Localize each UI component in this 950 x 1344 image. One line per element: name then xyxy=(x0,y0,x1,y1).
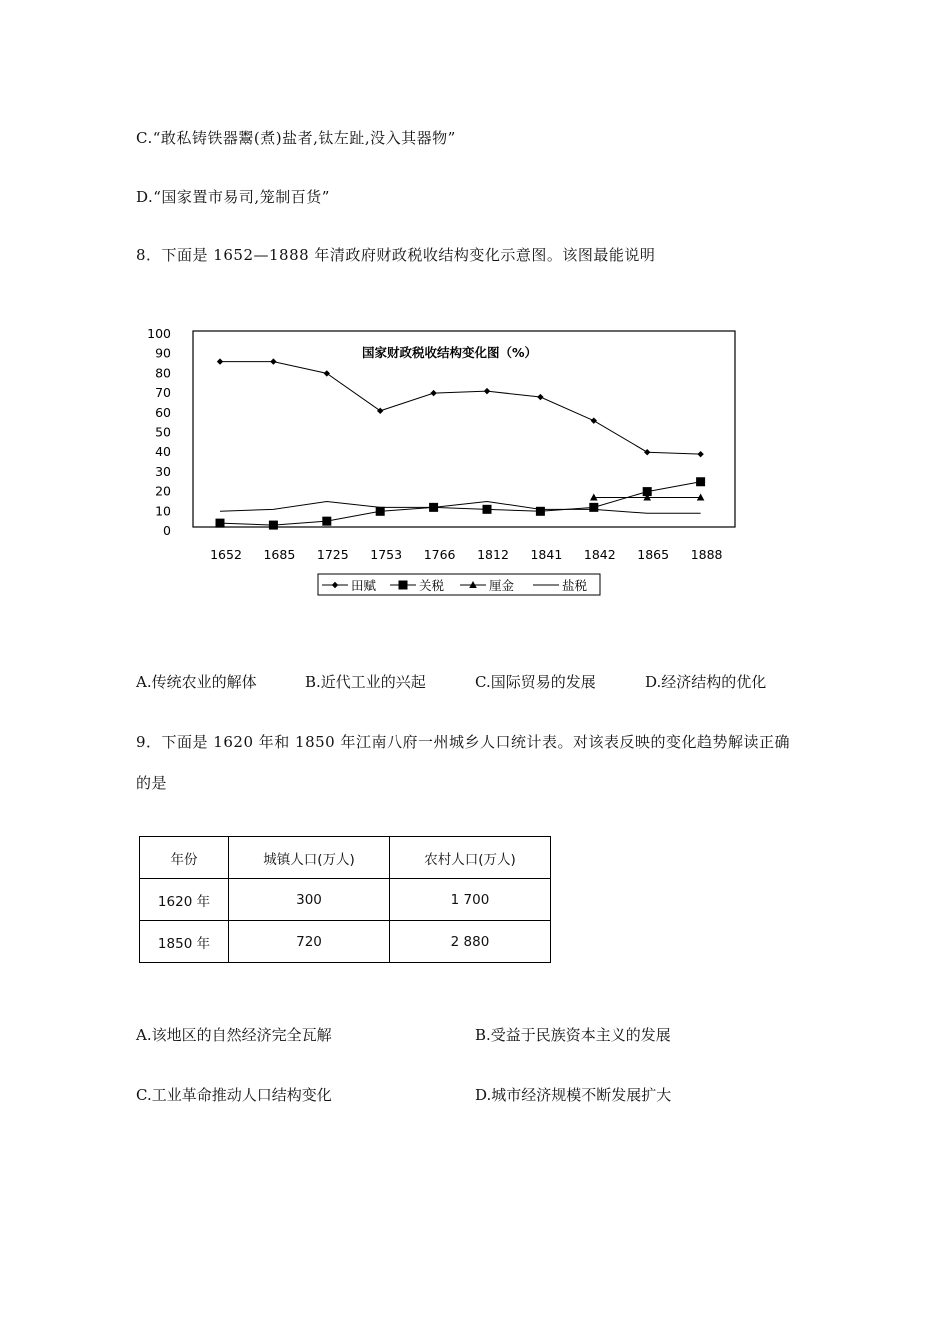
x-tick-label: 1842 xyxy=(583,547,616,562)
legend-item xyxy=(390,578,445,593)
data-point xyxy=(217,358,223,364)
y-tick-label: 80 xyxy=(155,365,171,381)
cell-year: 1620 年 xyxy=(140,879,229,921)
table-row xyxy=(140,921,551,963)
data-point xyxy=(376,507,385,516)
x-tick-label: 1725 xyxy=(316,547,349,562)
series-line xyxy=(220,362,701,455)
data-point xyxy=(696,477,705,486)
header-rural: 农村人口(万人) xyxy=(390,837,551,879)
legend-item xyxy=(322,578,377,593)
q7-option-d: D.“国家置市易司,笼制百货” xyxy=(136,188,330,206)
tax-structure-chart xyxy=(140,318,740,608)
x-tick-label: 1888 xyxy=(690,547,723,562)
y-tick-label: 60 xyxy=(155,404,171,420)
y-tick-label: 90 xyxy=(155,345,171,361)
data-point xyxy=(270,358,276,364)
q9-stem-line2: 的是 xyxy=(136,774,168,792)
x-tick-label: 1865 xyxy=(637,547,670,562)
y-tick-label: 30 xyxy=(155,463,171,479)
legend-item xyxy=(533,578,588,593)
data-point xyxy=(269,521,278,530)
q9-option-a: A.该地区的自然经济完全瓦解 xyxy=(136,1026,332,1044)
y-tick-label: 0 xyxy=(163,523,171,538)
series-line xyxy=(220,501,701,513)
header-urban: 城镇人口(万人) xyxy=(229,837,390,879)
series-1 xyxy=(217,358,704,457)
data-point xyxy=(216,519,225,528)
data-point xyxy=(430,390,436,396)
table-header-row xyxy=(140,837,551,879)
q8-option-c: C.国际贸易的发展 xyxy=(475,673,596,691)
data-point xyxy=(322,517,331,526)
chart-title: 国家财政税收结构变化图（%） xyxy=(362,345,538,360)
legend-label: 田赋 xyxy=(351,578,377,593)
y-tick-label: 100 xyxy=(147,326,171,341)
y-tick-label: 70 xyxy=(155,385,171,401)
x-tick-label: 1685 xyxy=(263,547,296,562)
data-point xyxy=(536,507,545,516)
y-tick-label: 20 xyxy=(155,483,171,499)
x-tick-label: 1841 xyxy=(530,547,563,562)
legend-item xyxy=(460,578,515,593)
data-point xyxy=(324,370,330,376)
y-tick-label: 50 xyxy=(155,424,171,440)
legend-label: 厘金 xyxy=(489,578,515,593)
data-point xyxy=(644,449,650,455)
cell-urban: 300 xyxy=(229,879,390,921)
data-point xyxy=(483,505,492,514)
cell-rural: 2 880 xyxy=(390,921,551,963)
y-tick-label: 10 xyxy=(155,503,171,519)
header-year: 年份 xyxy=(140,837,229,879)
table-row xyxy=(140,879,551,921)
q9-option-d: D.城市经济规模不断发展扩大 xyxy=(475,1086,672,1104)
x-tick-label: 1766 xyxy=(423,547,456,562)
q9-stem-line1: 9．下面是 1620 年和 1850 年江南八府一州城乡人口统计表。对该表反映的变化趋势解读正确 xyxy=(136,733,790,751)
q8-stem: 8．下面是 1652—1888 年清政府财政税收结构变化示意图。该图最能说明 xyxy=(136,246,656,264)
data-point xyxy=(537,394,543,400)
legend-label: 关税 xyxy=(419,578,445,593)
x-tick-label: 1812 xyxy=(477,547,509,562)
population-table xyxy=(139,836,551,963)
q9-option-b: B.受益于民族资本主义的发展 xyxy=(475,1026,671,1044)
data-point xyxy=(591,417,597,423)
series-2 xyxy=(216,477,706,529)
q8-option-a: A.传统农业的解体 xyxy=(136,673,257,691)
q7-option-c: C.“敢私铸铁器鬻(煮)盐者,钛左趾,没入其器物” xyxy=(136,129,456,147)
x-tick-label: 1753 xyxy=(370,547,403,562)
data-point xyxy=(589,503,598,512)
legend-marker xyxy=(399,581,408,590)
q9-option-c: C.工业革命推动人口结构变化 xyxy=(136,1086,332,1104)
q8-option-d: D.经济结构的优化 xyxy=(645,673,767,691)
series-3 xyxy=(590,494,704,501)
y-tick-label: 40 xyxy=(155,444,171,460)
cell-rural: 1 700 xyxy=(390,879,551,921)
cell-year: 1850 年 xyxy=(140,921,229,963)
data-point xyxy=(697,451,703,457)
data-point xyxy=(377,408,383,414)
series-4 xyxy=(220,501,701,513)
series-line xyxy=(220,482,701,525)
legend-label: 盐税 xyxy=(562,578,588,593)
legend-marker xyxy=(332,582,338,588)
cell-urban: 720 xyxy=(229,921,390,963)
q8-option-b: B.近代工业的兴起 xyxy=(305,673,426,691)
data-point xyxy=(484,388,490,394)
x-tick-label: 1652 xyxy=(210,547,242,562)
